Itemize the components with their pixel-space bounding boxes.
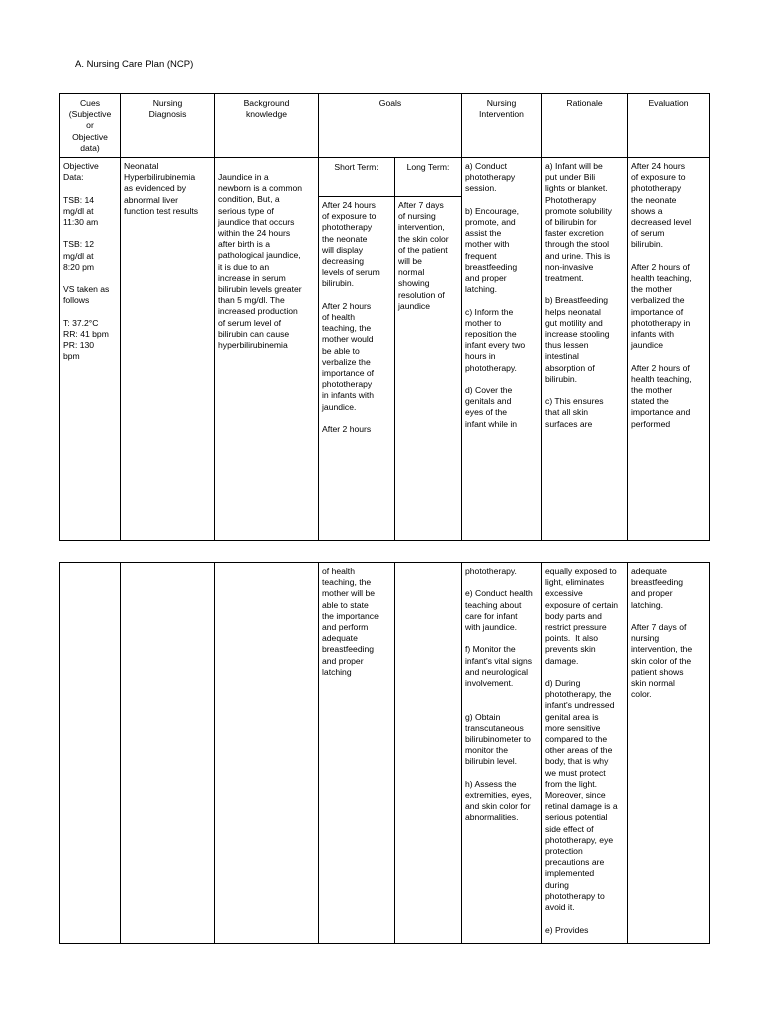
header-background: Background knowledge — [243, 98, 290, 120]
care-plan-table-page1 — [59, 93, 710, 541]
rationale-cell: a) Infant will be put under Bili lights or blanket. Phototherapy promote solubility of bilirubin for faster excretion through the stool and urine. This is non-invasive treatment. b) Breastfeeding helps neonatal gut motility and increase stooling thus lessen intestinal absorption of bilirubin. c) This ensures that all skin surfaces are — [545, 161, 612, 429]
care-plan-table-page2 — [59, 562, 710, 944]
background-cell-empty — [215, 563, 319, 944]
long-term-cell: After 7 days of nursing intervention, the skin color of the patient will be normal showing resolution of jaundice — [398, 200, 449, 311]
header-diagnosis: Nursing Diagnosis — [148, 98, 187, 120]
diagnosis-cell-empty — [121, 563, 215, 944]
goals-subheader-row — [60, 158, 710, 197]
cues-cell: Objective Data: TSB: 14 mg/dl at 11:30 am TSB: 12 mg/dl at 8:20 pm VS taken as follows T: 37.2°C RR: 41 bpm PR: 130 bpm — [63, 161, 110, 362]
header-intervention: Nursing Intervention — [479, 98, 524, 120]
evaluation-cell: After 24 hours of exposure to phototherapy the neonate shows a decreased level of serum bilirubin. After 2 hours of health teaching, the mother verbalized the importance of phototherapy in infants with jaundice After 2 hours of health teaching, the mother stated the importance and performed — [631, 161, 692, 429]
header-rationale: Rationale — [566, 98, 603, 108]
header-goals: Goals — [378, 98, 402, 108]
rationale-cell-cont: equally exposed to light, eliminates excessive exposure of certain body parts and restrict pressure points. It also prevents skin damage. d) During phototherapy, the infant's undressed genital area is more sensitive compared to the other areas of the body, that is why we must protect from the light. Moreover, since retinal damage is a serious potential side effect of phototherapy, eye protection precautions are implemented during phototherapy to avoid it. e) Provides — [545, 566, 619, 935]
background-cell: Jaundice in a newborn is a common condition, But, a serious type of jaundice that occurs within the 24 hours after birth is a pathological jaundice, it is due to an increase in serum bilirubin levels greater than 5 mg/dl. The increased production of serum level of bilirubin can cause hyperbilirubinemia — [218, 172, 303, 351]
short-term-cell: After 24 hours of exposure to phototherapy the neonate will display decreasing levels of serum bilirubin. After 2 hours of health teaching, the mother would be able to verbalize the importance of phototherapy in infants with jaundice. After 2 hours — [322, 200, 380, 435]
header-row — [60, 94, 710, 158]
header-cues: Cues (Subjective or Objective data) — [68, 98, 112, 153]
continuation-row — [60, 563, 710, 944]
header-short-term: Short Term: — [334, 162, 379, 173]
evaluation-cell-cont: adequate breastfeeding and proper latching. After 7 days of nursing intervention, the skin color of the patient shows skin normal color. — [631, 566, 693, 700]
page-heading: A. Nursing Care Plan (NCP) — [75, 59, 194, 70]
header-evaluation: Evaluation — [648, 98, 689, 108]
intervention-cell-cont: phototherapy. e) Conduct health teaching about care for infant with jaundice. f) Monitor the infant's vital signs and neurological involvement. g) Obtain transcutaneous bilirubinometer to monitor the bilirubin level. h) Assess the extremities, eyes, and skin color for abnormalities. — [465, 566, 533, 823]
cues-cell-empty — [60, 563, 121, 944]
header-long-term: Long Term: — [406, 162, 450, 173]
intervention-cell: a) Conduct phototherapy session. b) Encourage, promote, and assist the mother with frequent breastfeeding and proper latching. c) Inform the mother to reposition the infant every two hours in phototherapy. d) Cover the genitals and eyes of the infant while in — [465, 161, 526, 429]
long-term-cell-empty — [395, 563, 462, 944]
short-term-cell-cont: of health teaching, the mother will be able to state the importance and perform adequate breastfeeding and proper latching — [322, 566, 379, 677]
diagnosis-cell: Neonatal Hyperbilirubinemia as evidenced by abnormal liver function test results — [124, 161, 199, 216]
